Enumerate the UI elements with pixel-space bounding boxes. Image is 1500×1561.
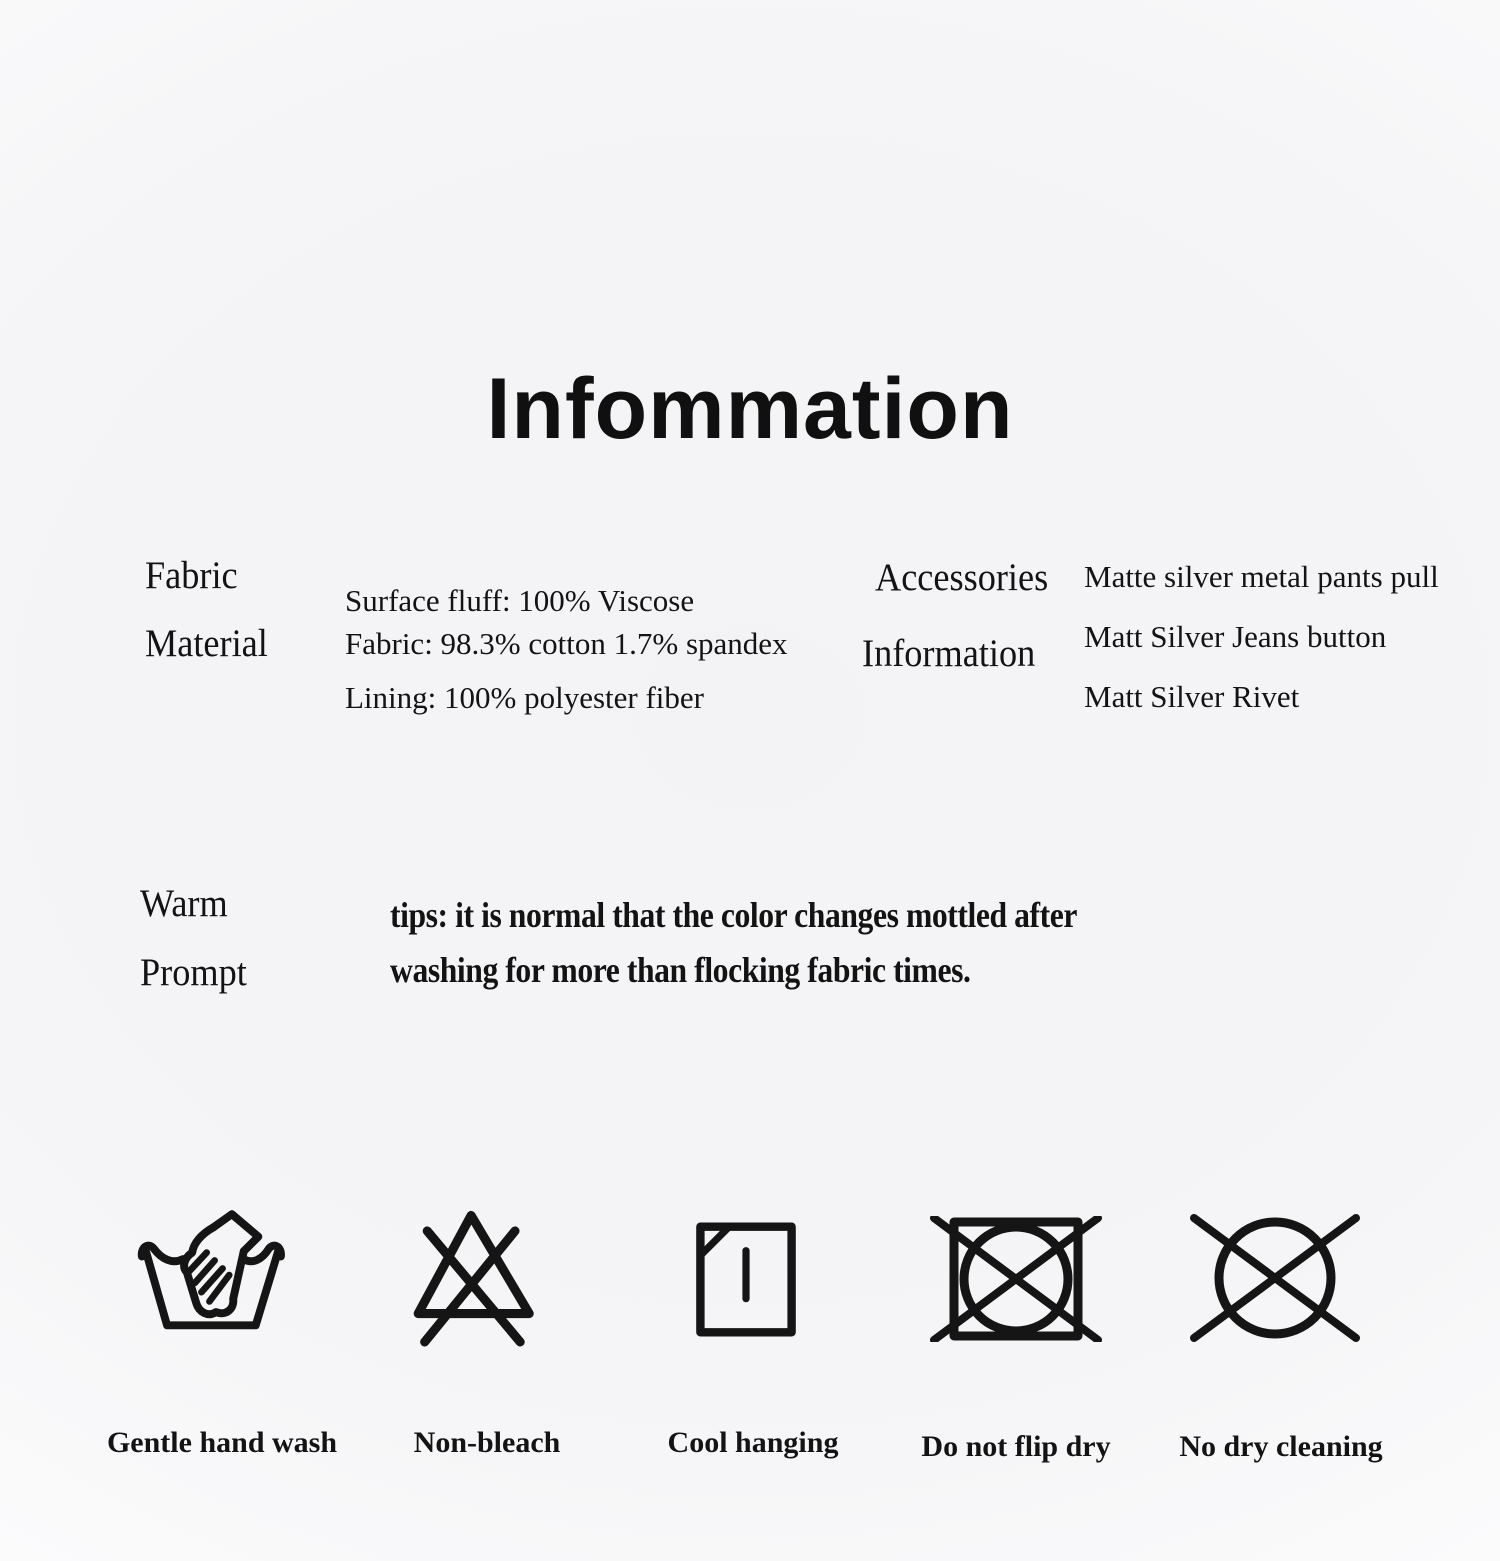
fabric-line-lining: Lining: 100% polyester fiber xyxy=(345,680,704,715)
warm-prompt-text-line2: washing for more than flocking fabric times. xyxy=(390,950,971,990)
caption-no-dry-cleaning: No dry cleaning xyxy=(1179,1430,1383,1463)
accessories-label-line2: Information xyxy=(862,632,1036,675)
warm-prompt-text-line1: tips: it is normal that the color changes mottled after xyxy=(390,895,1078,935)
care-symbol-hand-wash xyxy=(130,1205,302,1353)
cool-hanging-icon xyxy=(680,1217,812,1342)
accessories-line-pants-pull: Matte silver metal pants pull xyxy=(1084,559,1439,594)
gentle-hand-wash-icon xyxy=(130,1205,302,1353)
warm-prompt-label-line1: Warm xyxy=(140,882,228,925)
fabric-line-fabric: Fabric: 98.3% cotton 1.7% spandex xyxy=(345,626,788,661)
accessories-label-line1: Accessories xyxy=(875,556,1049,599)
caption-do-not-flip-dry: Do not flip dry xyxy=(921,1430,1111,1463)
fabric-line-surface-fluff: Surface fluff: 100% Viscose xyxy=(345,583,695,618)
warm-prompt-label-line2: Prompt xyxy=(140,951,247,994)
page-title: Infommation xyxy=(486,360,1014,457)
caption-cool-hanging: Cool hanging xyxy=(667,1426,839,1459)
do-not-flip-dry-icon xyxy=(930,1216,1102,1342)
caption-non-bleach: Non-bleach xyxy=(413,1426,561,1459)
fabric-material-label-line2: Material xyxy=(145,622,268,665)
care-symbol-cool-hanging xyxy=(680,1217,812,1342)
accessories-line-jeans-button: Matt Silver Jeans button xyxy=(1084,619,1387,654)
caption-gentle-hand-wash: Gentle hand wash xyxy=(106,1426,338,1459)
care-symbol-non-bleach xyxy=(404,1204,546,1356)
non-bleach-icon xyxy=(404,1204,546,1356)
no-dry-cleaning-icon xyxy=(1186,1214,1364,1342)
care-symbol-no-dry-cleaning xyxy=(1186,1214,1364,1342)
care-symbol-do-not-flip-dry xyxy=(930,1216,1102,1342)
fabric-material-label-line1: Fabric xyxy=(145,554,238,597)
accessories-line-rivet: Matt Silver Rivet xyxy=(1084,679,1300,714)
